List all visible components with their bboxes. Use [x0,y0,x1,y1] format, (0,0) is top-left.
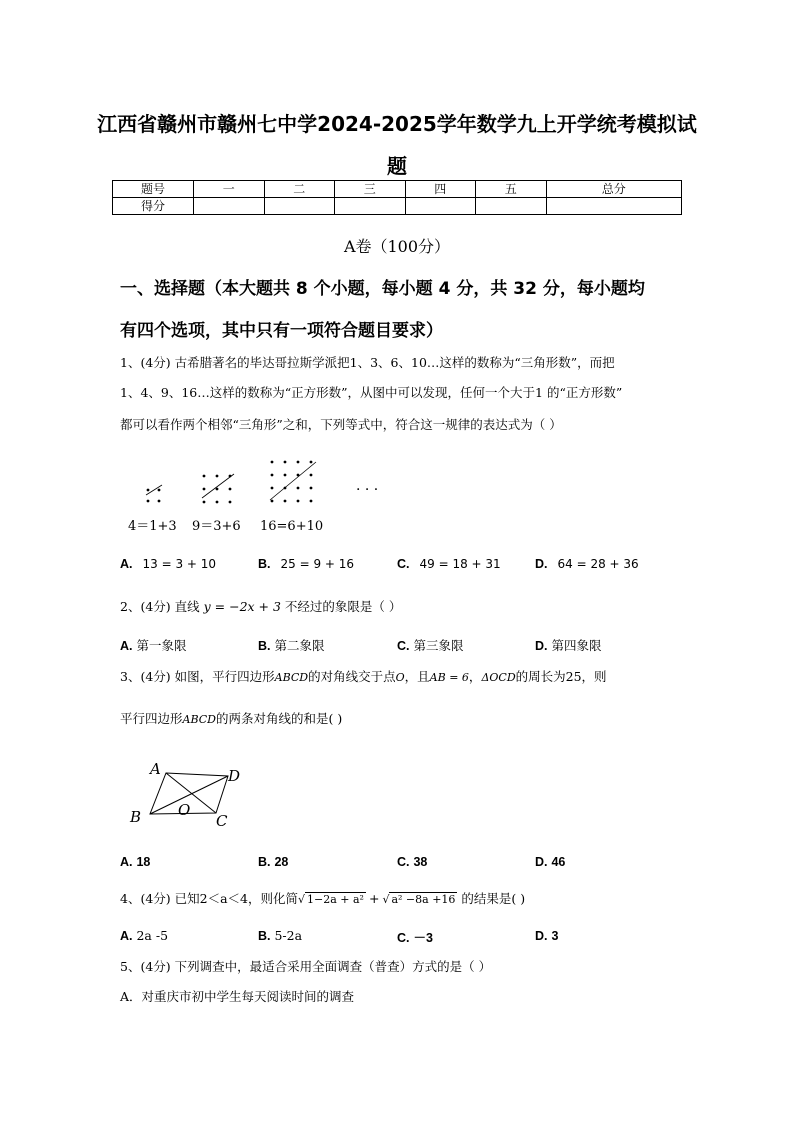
section-heading-continued: 有四个选项，其中只有一项符合题目要求） [120,321,443,341]
option-label: B. [258,929,271,943]
option-text: 25 = 9 + 16 [280,557,355,571]
dot [216,488,219,491]
text: 的结果是( ) [457,891,526,906]
option-label: A. [120,929,133,943]
question-2-formula: y = −2x + 3 [203,599,281,614]
option-a[interactable] [120,556,216,571]
option-c[interactable] [397,854,427,869]
page-title: 江西省赣州市赣州七中学2024-2025学年数学九上开学统考模拟试 [97,112,697,136]
parallelogram-figure [122,756,262,832]
question-1-line-3: 都可以看作两个相邻“三角形”之和，下列等式中，符合这一规律的表达式为（ ） [120,417,562,432]
dot [297,500,300,503]
option-text: 2a -5 [136,928,169,943]
radicand: 1−2a + a² [307,893,364,906]
text: ， [468,669,482,684]
score-table-cell: 四 [405,181,476,198]
vertex-label-c: C [216,812,228,830]
option-text: 49 = 18 + 31 [419,557,501,571]
text: 平行四边形 [120,711,183,726]
dot [147,489,150,492]
option-d[interactable] [535,636,602,654]
question-3-line-1 [120,668,607,687]
option-b[interactable] [258,556,354,571]
text: 3、(4分) 如图，平行四边形 [120,669,275,684]
vertex-label-b: B [130,808,142,826]
dot [297,461,300,464]
dot [271,500,274,503]
score-table-cell: 二 [264,181,335,198]
math: ABCD [182,713,216,726]
option-label: A. [120,855,133,869]
option-text: 3 [551,929,559,943]
score-table-blank[interactable] [335,198,406,215]
dot [229,488,232,491]
option-c[interactable] [397,556,501,571]
score-table-blank[interactable] [476,198,547,215]
score-table-header-row [113,181,682,198]
score-table-cell: 五 [476,181,547,198]
text: 的对角线交于点 [308,669,396,684]
option-b[interactable] [258,928,302,943]
score-table-cell: 一 [194,181,265,198]
score-table-cell: 得分 [113,198,194,215]
score-table-cell: 总分 [546,181,682,198]
math: ABCD [274,671,309,684]
dot [310,474,313,477]
option-label: C. [397,639,410,653]
option-text: 13 = 3 + 10 [142,557,217,571]
continuation-dots: · · · [356,482,379,498]
dot [203,501,206,504]
radicand: a² −8a +16 [391,893,456,906]
dot [271,461,274,464]
option-label: D. [535,855,548,869]
figure-caption: 9＝3+6 [192,519,241,534]
option-b[interactable] [258,636,325,654]
center-label-o: O [178,801,191,819]
dot [216,475,219,478]
question-1-line-1: 1、(4分) 古希腊著名的毕达哥拉斯学派把1、3、6、10…这样的数称为“三角形数”，而把 [120,355,615,370]
dot [284,461,287,464]
option-label: C. [397,855,410,869]
question-2-prefix: 2、(4分) 直线 [120,599,204,614]
question-2 [120,598,401,616]
option-label: A. [120,639,133,653]
divider-line [202,474,234,498]
dot [216,501,219,504]
math: ΔOCD [481,671,516,684]
option-a[interactable] [120,854,150,869]
option-label: B. [258,557,271,571]
score-table-cell: 三 [335,181,406,198]
page-title-continued: 题 [387,154,407,178]
question-4 [120,890,525,909]
diagonal-ac [166,773,216,813]
figure-caption: 4＝1+3 [128,519,177,534]
dot [310,487,313,490]
dot [310,461,313,464]
option-text: 28 [274,855,289,869]
score-table [112,180,682,215]
option-text: 64 = 28 + 36 [557,557,639,571]
score-table-blank[interactable] [194,198,265,215]
option-label: C. [397,931,410,945]
option-d[interactable] [535,556,639,571]
figure-caption: 16=6+10 [260,519,324,534]
dot [284,500,287,503]
radical-1: √ 1−2a + a² [298,893,364,906]
option-text: 第三象限 [413,638,464,653]
dot [297,487,300,490]
text: ，且 [404,669,430,684]
score-table-blank[interactable] [546,198,682,215]
dot [147,500,150,503]
score-table-score-row [113,198,682,215]
vertex-label-d: D [228,767,241,785]
dot [271,487,274,490]
text: 4、(4分) 已知2＜a＜4，则化简 [120,891,298,906]
option-d[interactable] [535,928,558,943]
score-table-cell: 题号 [113,181,194,198]
math: O [395,671,405,684]
option-text: 18 [136,855,151,869]
option-b[interactable] [258,854,288,869]
option-label: D. [535,639,548,653]
text: 的周长为25，则 [515,669,607,684]
dot [158,500,161,503]
divider-line [270,462,316,500]
option-a[interactable]: A．对重庆市初中学生每天阅读时间的调查 [120,989,355,1004]
option-c[interactable] [397,928,433,946]
question-1-line-2: 1、4、9、16…这样的数称为“正方形数”，从图中可以发现，任何一个大于1 的“正方形数” [120,385,623,400]
score-table-blank[interactable] [264,198,335,215]
option-label: D. [535,929,548,943]
question-3-line-2 [120,710,342,729]
volume-heading: A卷（100分） [343,237,451,256]
dot-pattern-16 [271,461,313,503]
option-label: C. [397,557,410,571]
dot [158,489,161,492]
dot [229,501,232,504]
option-text: －3 [413,931,433,945]
plus-sign: + [368,891,380,906]
option-text: 46 [551,855,566,869]
dot [284,474,287,477]
option-c[interactable] [397,636,464,654]
option-label: D. [535,557,548,571]
square-numbers-figure [120,452,410,542]
radical-2: √ a² −8a +16 [382,893,456,906]
section-heading: 一、选择题（本大题共 8 个小题，每小题 4 分，共 32 分，每小题均 [120,279,645,299]
option-text: 38 [413,855,428,869]
option-text: 5-2a [274,928,303,943]
dot [203,475,206,478]
option-text: 第四象限 [551,638,602,653]
option-a[interactable] [120,636,187,654]
dot [271,474,274,477]
option-a[interactable] [120,928,168,943]
option-text: 第一象限 [136,638,187,653]
vertex-label-a: A [150,760,161,778]
question-2-suffix: 不经过的象限是（ ） [280,599,402,614]
option-d[interactable] [535,854,565,869]
option-label: B. [258,855,271,869]
text: 的两条对角线的和是( ) [215,711,343,726]
dot [203,488,206,491]
math: AB = 6 [429,671,469,684]
option-label: A. [120,557,133,571]
option-text: 第二象限 [274,638,325,653]
question-5: 5、(4分) 下列调查中，最适合采用全面调查（普查）方式的是（ ） [120,959,492,974]
option-label: B. [258,639,271,653]
dot [310,500,313,503]
score-table-blank[interactable] [405,198,476,215]
